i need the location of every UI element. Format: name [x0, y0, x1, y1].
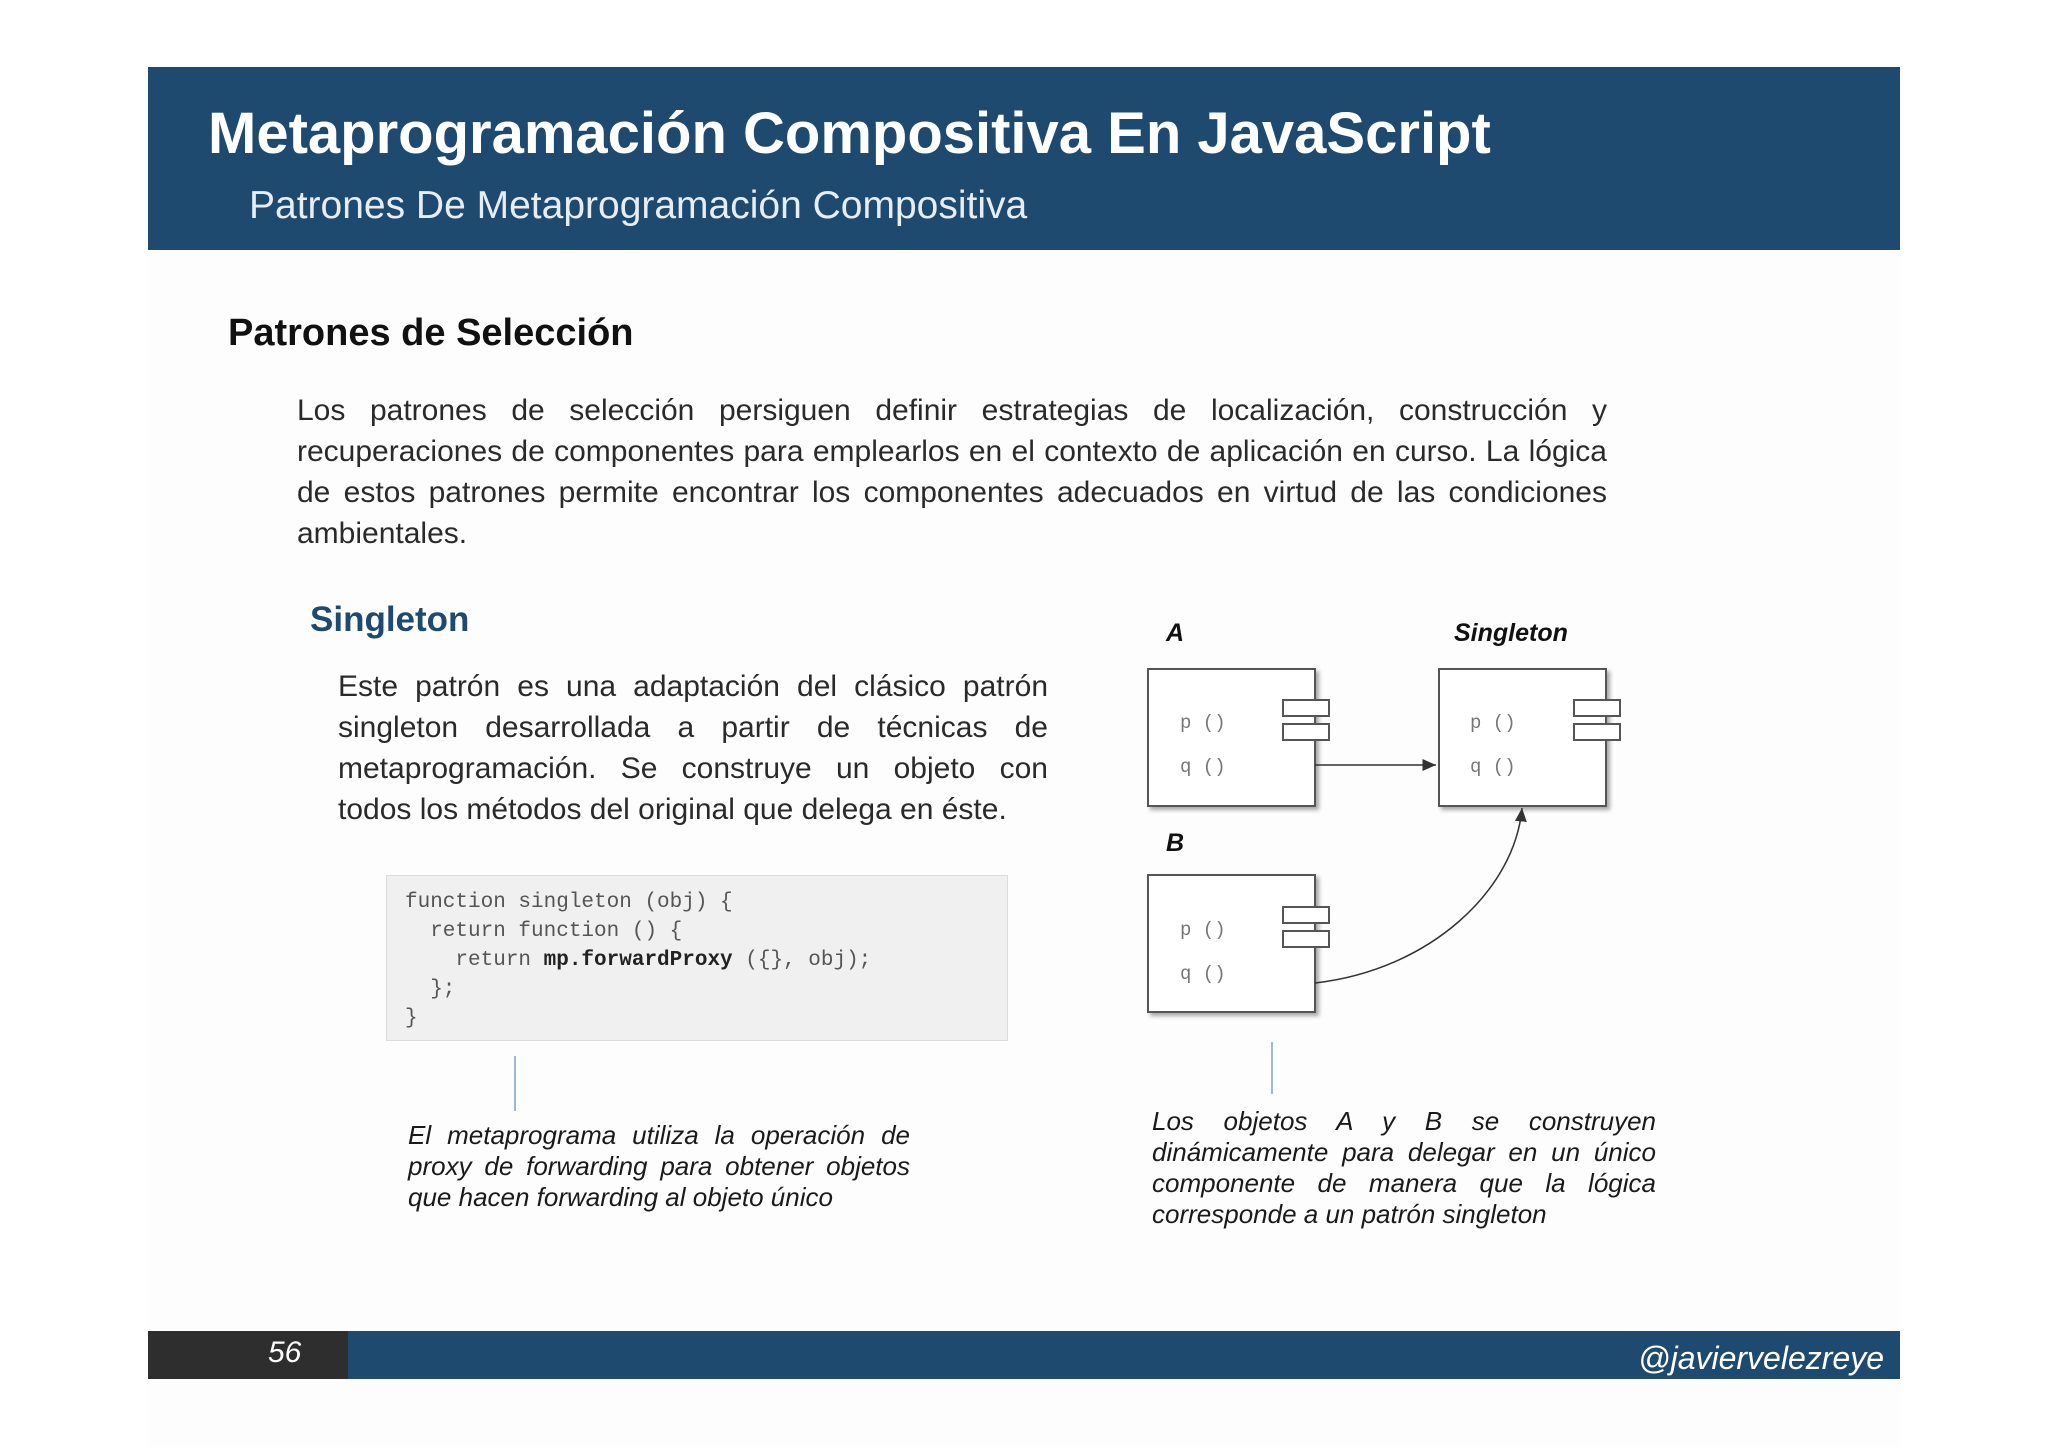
- component-a-method-p: p (): [1180, 712, 1226, 734]
- singleton-title: Singleton: [310, 600, 470, 639]
- page-subtitle: Patrones De Metaprogramación Compositiva: [249, 184, 1028, 227]
- singleton-diagram: [1130, 620, 1690, 1040]
- singleton-description: Este patrón es una adaptación del clásico patrón singleton desarrollada a partir de técnicas de metaprogramación. Se construye un objeto con todos los métodos del original que delega en éste.: [338, 670, 1048, 826]
- section-title: Patrones de Selección: [228, 312, 634, 354]
- label-b: B: [1166, 829, 1185, 857]
- label-a: A: [1166, 620, 1185, 647]
- author-handle: @javiervelezreye: [1638, 1340, 1884, 1376]
- code-line-3-start: return: [405, 949, 544, 972]
- code-block: [386, 875, 1008, 1041]
- diagram-callout-line: [1271, 1042, 1273, 1094]
- code-line-4: };: [405, 978, 456, 1001]
- component-singleton-method-p: p (): [1470, 712, 1516, 734]
- component-b-method-p: p (): [1180, 919, 1226, 941]
- page-number-box: [148, 1331, 348, 1379]
- component-a-method-q: q (): [1180, 756, 1226, 778]
- page-title: Metaprogramación Compositiva En JavaScript: [208, 101, 1491, 166]
- code-line-3-end: ({}, obj);: [732, 949, 872, 972]
- code-caption: El metaprograma utiliza la operación de proxy de forwarding para obtener objetos que hacen forwarding al objeto único: [408, 1120, 910, 1212]
- component-b-method-q: q (): [1180, 963, 1226, 985]
- component-singleton: [1439, 669, 1620, 806]
- component-singleton-method-q: q (): [1470, 756, 1516, 778]
- diagram-caption: Los objetos A y B se construyen dinámicamente para delegar en un único componente de manera que la lógica corresponde a un patrón singleton: [1152, 1106, 1656, 1229]
- arrow-b-to-singleton: [1315, 808, 1522, 983]
- code-callout-line: [514, 1056, 516, 1111]
- label-singleton: Singleton: [1454, 620, 1568, 647]
- code-line-1: function singleton (obj) {: [405, 891, 733, 914]
- page-number: 56: [268, 1336, 302, 1369]
- code-forward-proxy: mp.forwardProxy: [543, 949, 733, 972]
- component-a: [1148, 669, 1329, 806]
- section-intro: Los patrones de selección persiguen definir estrategias de localización, construcción y recuperaciones de componentes para emplearlos en el contexto de aplicación en curso. La lógica de estos patrones permite encontrar los componentes adecuados en virtud de las condiciones ambientales.: [297, 394, 1607, 550]
- code-line-2: return function () {: [405, 920, 683, 943]
- component-b: [1148, 875, 1329, 1012]
- code-line-5: }: [405, 1007, 418, 1030]
